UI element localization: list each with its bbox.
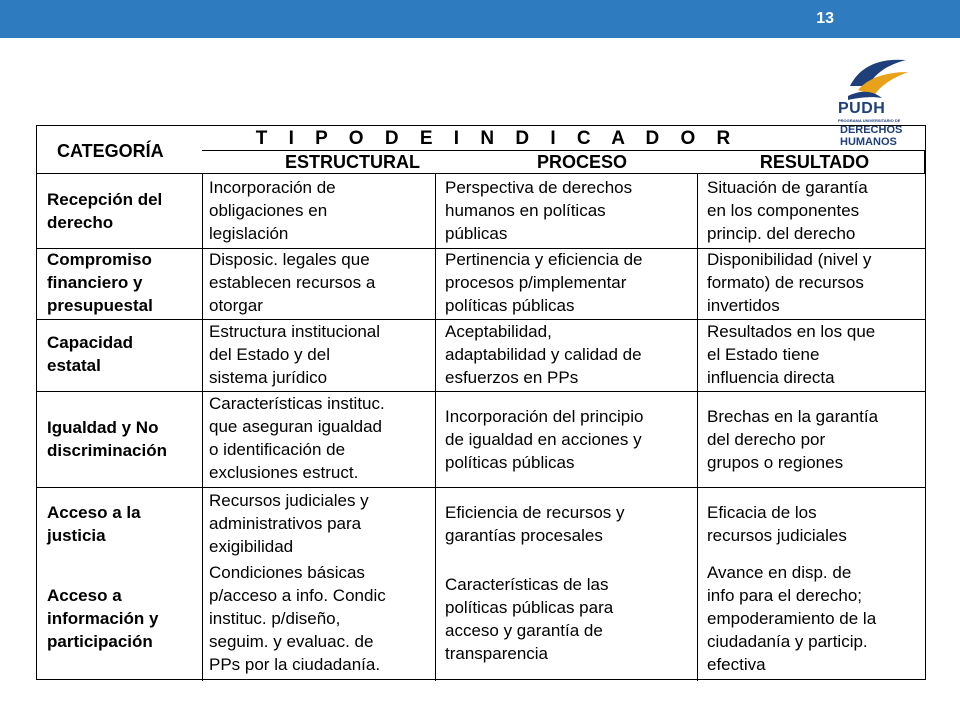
row-4-proceso: Incorporación del principio de igualdad en acciones y políticas públicas <box>445 407 644 472</box>
col-divider <box>435 173 436 681</box>
row-5-categoria: Acceso a la justicia <box>47 503 141 545</box>
col-divider <box>697 173 698 681</box>
row-5-estructural: Recursos judiciales y administrativos para exigibilidad <box>209 491 369 556</box>
row-2-proceso: Pertinencia y eficiencia de procesos p/implementar políticas públicas <box>445 250 643 315</box>
col-divider <box>924 150 925 173</box>
row-6-proceso: Características de las políticas públicas para acceso y garantía de transparencia <box>445 575 614 663</box>
row-1-categoria: Recepción del derecho <box>47 190 163 232</box>
row-6-estructural: Condiciones básicas p/acceso a info. Condic instituc. p/diseño, seguim. y evaluac. de PPs por la ciudadanía. <box>209 563 386 674</box>
logo-subtitle: PROGRAMA UNIVERSITARIO DE <box>838 118 901 123</box>
row-2-estructural: Disposic. legales que establecen recursos a otorgar <box>209 250 376 315</box>
row-6-resultado: Avance en disp. de info para el derecho; empoderamiento de la ciudadanía y particip. efectiva <box>707 563 877 674</box>
bird-logo-icon <box>846 56 910 102</box>
row-4-estructural: Características instituc. que aseguran igualdad o identificación de exclusiones estruct. <box>209 394 385 482</box>
row-5-proceso: Eficiencia de recursos y garantías procesales <box>445 503 625 545</box>
slide-number: 13 <box>816 10 834 27</box>
logo-line1: DERECHOS <box>840 124 903 136</box>
logo-line2: HUMANOS <box>840 136 897 148</box>
row-divider <box>37 391 925 392</box>
col-divider <box>202 173 203 681</box>
row-4-categoria: Igualdad y No discriminación <box>47 418 167 460</box>
header-divider <box>202 150 926 151</box>
row-3-resultado: Resultados en los que el Estado tiene influencia directa <box>707 322 876 387</box>
header-bottom-line <box>37 173 925 174</box>
row-4-resultado: Brechas en la garantía del derecho por grupos o regiones <box>707 407 879 472</box>
header-categoria: CATEGORÍA <box>57 141 164 161</box>
header-tipo-indicador: T I P O D E I N D I C A D O R <box>255 128 739 149</box>
row-3-proceso: Aceptabilidad, adaptabilidad y calidad de esfuerzos en PPs <box>445 322 642 387</box>
header-resultado: RESULTADO <box>759 152 870 172</box>
row-1-estructural: Incorporación de obligaciones en legislación <box>209 178 336 243</box>
row-2-resultado: Disponibilidad (nivel y formato) de recursos invertidos <box>707 250 872 315</box>
header-estructural: ESTRUCTURAL <box>285 152 420 172</box>
row-1-resultado: Situación de garantía en los componentes princip. del derecho <box>707 178 868 243</box>
row-divider <box>37 487 925 488</box>
row-2-categoria: Compromiso financiero y presupuestal <box>47 250 153 315</box>
row-1-proceso: Perspectiva de derechos humanos en políticas públicas <box>445 178 633 243</box>
header-proceso: PROCESO <box>536 152 628 172</box>
indicator-table <box>36 125 926 680</box>
row-6-categoria: Acceso a información y participación <box>47 586 159 651</box>
row-3-estructural: Estructura institucional del Estado y del sistema jurídico <box>209 322 381 387</box>
logo-title: PUDH <box>838 100 886 117</box>
row-5-resultado: Eficacia de los recursos judiciales <box>707 503 847 545</box>
row-3-categoria: Capacidad estatal <box>47 333 133 375</box>
top-bar <box>0 0 960 38</box>
